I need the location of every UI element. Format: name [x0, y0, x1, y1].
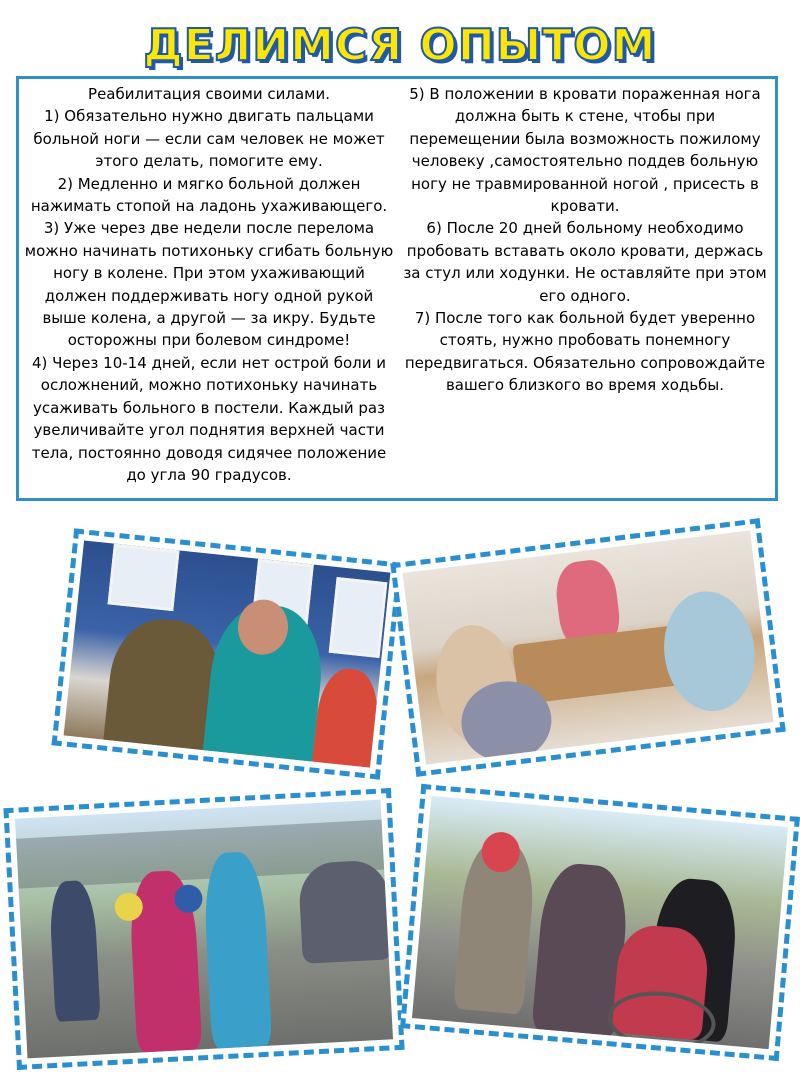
person-shape [298, 859, 393, 964]
person-shape [311, 666, 382, 768]
person-shape [48, 880, 100, 1022]
paragraph-step-7: 7) После того как больной будет уверенно стоять, нужно пробовать понемногу передвигаться. Обязательно сопровождайте вашего близкого во время ходьбы. [404, 309, 766, 395]
photo-ball-exercise [3, 788, 404, 1070]
paragraph-step-5: 5) В положении в кровати пораженная нога должна быть к стене, чтобы при перемещении была возможность пожилому человеку ,самостоятельно поддев больную ногу не травмированной ногой , присесть в кровати. [409, 85, 761, 216]
photo-image [64, 540, 391, 767]
page-title: ДЕЛИМСЯ ОПЫТОМ [143, 20, 657, 71]
text-frame [16, 76, 778, 501]
photo-image [403, 530, 774, 764]
ball-shape [174, 884, 203, 913]
photo-image [15, 800, 393, 1059]
window-shape [108, 544, 180, 612]
paragraph-step-4: 4) Через 10-14 дней, если нет острой боли и осложнений, можно потихоньку начинать усаживать больного в постели. Каждый раз увеличивайте угол поднятия верхней части тела, постоянно доводя сидячее положение до угла 90 градусов. [31, 353, 387, 484]
paragraph-step-6: 6) После 20 дней больному необходимо пробовать вставать около кровати, держась за стул или ходунки. Не оставляйте при этом его одного. [403, 219, 767, 305]
right-column [399, 83, 771, 498]
left-column [23, 83, 395, 498]
paragraph-step-2: 2) Медленно и мягко больной должен нажимать стопой на ладонь ухаживающего. [30, 174, 388, 216]
photo-image [412, 796, 788, 1049]
person-shape [657, 586, 761, 716]
paragraph-step-3: 3) Уже через две недели после перелома можно начинать потихоньку сгибать больную ногу в колене. При этом ухаживающий должен поддерживать ногу одной рукой выше колена, а другой — за икру. Будьте осторожны при болевом синдроме! [24, 219, 394, 350]
photo-outdoor-residents [52, 528, 403, 779]
photo-walk-wheelchair [400, 784, 800, 1061]
paragraph-step-1: 1) Обязательно нужно двигать пальцами больной ноги — если сам человек не может этого делать, помогите ему. [33, 107, 385, 171]
person-shape [202, 851, 272, 1049]
photo-activity-table [390, 518, 785, 777]
window-shape [329, 577, 388, 658]
paragraph-intro: Реабилитация своими силами. [88, 85, 330, 103]
